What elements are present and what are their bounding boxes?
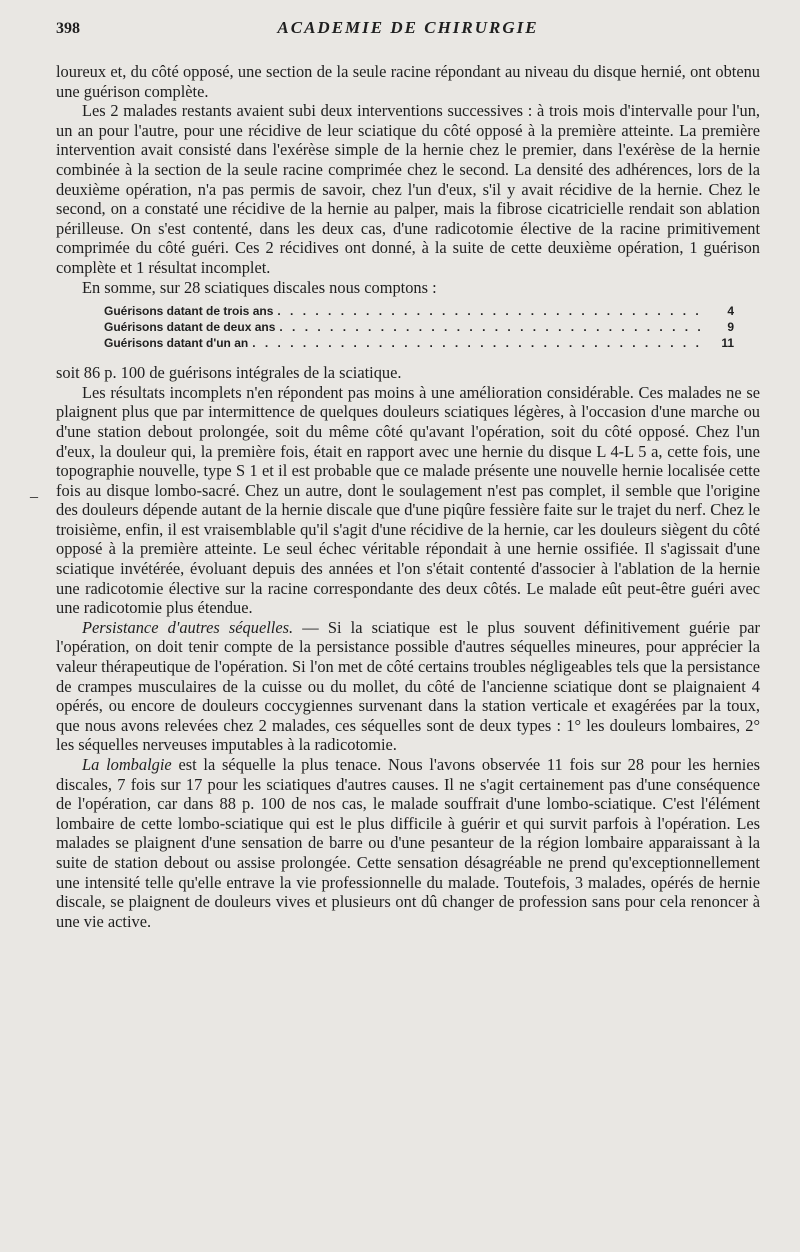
leader-dots bbox=[279, 319, 708, 335]
paragraph-lombalgie bbox=[56, 755, 760, 931]
paragraph-percentage: soit 86 p. 100 de guérisons intégrales de la sciatique. bbox=[56, 363, 402, 383]
section-text-persistance: — Si la sciatique est le plus souvent définitivement guérie par l'opération, on doit tenir compte de la persistance possible d'autres séquelles mineures, pour apprécier la valeur thérapeutique de l'opération. Si l'on met de côté certains troubles négligeables tels que la persistance de crampes musculaires de la cuisse ou du mollet, du côté de l'ancienne sciatique dont se plaignaient 4 opérés, ou encore de douleurs coccygiennes survenant dans la station verticale et exagérées par la toux, que nous avons relevées chez 2 malades, ces séquelles sont de deux types : 1° les douleurs lombaires, 2° les séquelles nerveuses imputables à la radicotomie. bbox=[56, 617, 760, 755]
tally-label: Guérisons datant de deux ans bbox=[104, 320, 276, 335]
paragraph-recidives: Les 2 malades restants avaient subi deux interventions successives : à trois mois d'intervalle pour l'un, un an pour l'autre, pour une récidive de leur sciatique du côté opposé à la première atteinte. La première intervention avait consisté dans l'exérèse simple de la hernie chez le premier, dans l'exérèse de la hernie combinée à la section de la seule racine comprimée chez le second. La densité des adhérences, lors de la deuxième opération, n'a pas permis de savoir, chez l'un d'eux, s'il y avait récidive de la hernie. Chez le second, on a constaté une récidive de la hernie au palper, mais la fibrose cicatricielle rendait son ablation périlleuse. On s'est contenté, dans les deux cas, d'une radicotomie élective de la racine primitivement comprimée du côté guéri. Ces 2 récidives ont donné, à la suite de cette deuxième opération, 1 guérison complète et 1 résultat incomplet. bbox=[56, 101, 760, 277]
section-title-lombalgie: La lombalgie bbox=[82, 755, 172, 774]
paragraph-continuation: loureux et, du côté opposé, une section de la seule racine répondant au niveau du disque hernié, ont obtenu une guérison complète. bbox=[56, 62, 760, 101]
tally-label: Guérisons datant de trois ans bbox=[104, 304, 274, 319]
tally-row bbox=[104, 335, 734, 351]
page-number: 398 bbox=[56, 20, 80, 37]
section-text-lombalgie: est la séquelle la plus tenace. Nous l'avons observée 11 fois sur 28 pour les hernies discales, 7 fois sur 17 pour les sciatiques d'autres causes. Il ne s'agit certainement pas d'une conséquence de l'opération, car dans 88 p. 100 de nos cas, le malade souffrait d'une lombo-sciatique. C'est l'élément lombaire de cette lombo-sciatique qui est le plus difficile à guérir et qui survit parfois à l'opération. Les malades se plaignent d'une sensation de barre ou d'une pesanteur de la région lombaire apparaissant à la suite de station debout ou assise prolongée. Cette sensation désagréable ne prend qu'exceptionnellement une intensité telle qu'elle entrave la vie professionnelle du malade. Toutefois, 3 malades, opérés de hernie discale, se plaignent de douleurs vives et plusieurs ont dû changer de profession sans pour cela renoncer à une vie active. bbox=[56, 755, 760, 931]
margin-mark: _ bbox=[30, 483, 38, 500]
paragraph-other-sequelae bbox=[56, 618, 760, 755]
tally-list bbox=[104, 303, 734, 351]
paragraph-incomplete-results: Les résultats incomplets n'en répondent pas moins à une amélioration considérable. Ces malades ne se plaignent plus que par intermittence de quelques douleurs sciatiques légères, à l'occasion d'une marche ou d'une station debout prolongée, soit du même côté qu'avant l'opération, soit du côté opposé. Chez l'un d'eux, la douleur qui, la première fois, était en rapport avec une hernie du disque L 4-L 5 a, cette fois, une topographie nouvelle, type S 1 et il est probable que ce malade présente une nouvelle hernie localisée cette fois au disque lombo-sacré. Chez un autre, dont le soulagement n'est pas complet, il semble que l'origine des douleurs dépende autant de la hernie discale que d'une piqûre fessière faite sur le trajet du nerf. Chez le troisième, enfin, il est vraisemblable qu'il s'agit d'une récidive de la hernie, car les douleurs siègent du côté opposé à la première atteinte. Le seul échec véritable répondait à une hernie ossifiée. Il s'agissait d'une sciatique invétérée, évoluant depuis des années et l'on s'était contenté d'associer à l'ablation de la hernie une radicotomie élective sur la racine correspondante des deux côtés. Le malade eût peut-être guéri avec une radicotomie plus étendue. bbox=[56, 382, 760, 618]
leader-dots bbox=[252, 335, 708, 351]
tally-row bbox=[104, 303, 734, 319]
section-title-persistance: Persistance d'autres séquelles. bbox=[82, 617, 294, 637]
journal-title: ACADEMIE DE CHIRURGIE bbox=[277, 18, 539, 37]
tally-count: 9 bbox=[727, 320, 734, 335]
running-head bbox=[56, 18, 760, 48]
body-text bbox=[56, 62, 760, 931]
leader-dots bbox=[277, 303, 708, 319]
paragraph-summary-intro: En somme, sur 28 sciatiques discales nous comptons : bbox=[82, 277, 437, 297]
tally-row bbox=[104, 319, 734, 335]
tally-count: 4 bbox=[727, 304, 734, 319]
tally-label: Guérisons datant d'un an bbox=[104, 336, 249, 351]
tally-count: 11 bbox=[721, 336, 734, 351]
